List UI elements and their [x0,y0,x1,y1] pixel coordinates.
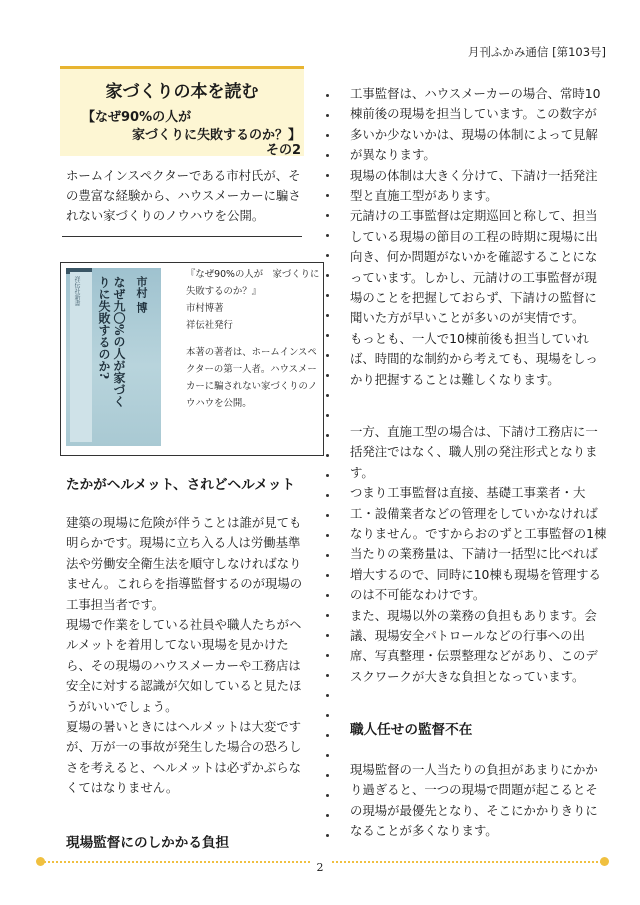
divider-dot [326,454,329,457]
divider-dot [326,474,329,477]
burden-section-body [350,84,608,390]
divider-dot [326,234,329,237]
paragraph: 夏場の暑いときにはヘルメットは大変ですが、万が一の事故が発生した場合の恐ろしさを考えると、ヘルメットは必ずかぶらなくてはなりません。 [66,719,302,796]
divider-dot [326,334,329,337]
divider-dot [326,774,329,777]
burden-section-body-continued [350,422,608,687]
book-info-publisher: 祥伝社発行 [186,320,233,331]
divider-dot [326,694,329,697]
divider-dot [326,594,329,597]
divider-dot [326,154,329,157]
feature-title-box [60,66,304,156]
divider-dot [326,534,329,537]
page-number-text: 2 [311,861,330,874]
divider-dot [326,494,329,497]
paragraph: 現場で作業をしている社員や職人たちがヘルメットを着用してない現場を見かけたら、その現場のハウスメーカーや工務店は安全に対する認識が欠如していると見たほうがいいでしょう。 [66,617,302,714]
page-number [0,861,640,874]
divider-dot [326,794,329,797]
divider-dot [326,734,329,737]
divider-dot [326,634,329,637]
divider-dot [326,814,329,817]
divider-dot [326,414,329,417]
divider-dot [326,674,329,677]
paragraph: 現場の体制は大きく分けて、下請け一括発注型と直施工型があります。 [350,167,598,204]
section-heading-supervisor-absent: 職人任せの監督不在 [350,722,473,738]
book-info-author: 市村博著 [186,303,224,314]
divider [62,236,302,237]
divider-dot [326,214,329,217]
divider-dot [326,834,329,837]
cover-author: 市村 博 [135,276,148,313]
paragraph: 元請けの工事監督は定期巡回と称して、担当している現場の節目の工程の時期に現場に出向き、何か問題がないかを確認することになっています。しかし、元請けの工事監督が現場のことを把握しておらず、下請けの監督に聞いた方が早いことが多いのが実情です。 [350,208,598,326]
intro-text: ホームインスペクターである市村氏が、その豊富な経験から、ハウスメーカーに騙されない家づくりのノウハウを公開。 [66,168,301,223]
publication-header: 月刊ふかみ通信 [第103号] [467,45,606,59]
paragraph: 工事監督は、ハウスメーカーの場合、常時10棟前後の現場を担当しています。この数字が多いか少ないかは、現場の体制によって見解が異なります。 [350,86,601,163]
book-title-line2: 家づくりに失敗するのか？】 [132,128,302,143]
divider-dot [326,714,329,717]
divider-dot [326,254,329,257]
divider-dot [326,754,329,757]
paragraph: 建築の現場に危険が伴うことは誰が見ても明らかです。現場に立ち入る人は労働基準法や労働安全衛生法を順守しなければなりません。これらを指導監督するのが現場の工事担当者です。 [66,515,303,612]
paragraph: もっとも、一人で10棟前後も担当していれば、時間的な制約から考えても、現場をしっかり把握することは難しくなります。 [350,330,598,387]
helmet-section-body [66,513,310,799]
divider-dot [326,354,329,357]
divider-dot [326,514,329,517]
part-label: その2 [266,143,302,158]
divider-dot [326,374,329,377]
cover-series: 祥伝社新書 [73,276,80,306]
cover-title: なぜ九〇%の人が家づくりに失敗するのか? [97,276,126,408]
divider-dot [326,314,329,317]
paragraph: つまり工事監督は直接、基礎工事業者・大工・設備業者などの管理をしていかなければなりません。ですからおのずと工事監督の1棟当たりの業務量は、下請け一括型に比べれば増大するので、同時に10棟も現場を管理するのは不可能なわけです。 [350,485,607,603]
book-title-line1: 【なぜ90%の人が [82,110,192,125]
section-heading-helmet: たかがヘルメット、されどヘルメット [66,477,296,493]
divider-dot [326,554,329,557]
book-info [186,266,320,412]
book-info-description: 本著の著者は、ホームインスペクターの第一人者。ハウスメーカーに騙されない家づくりのノウハウを公開。 [186,347,318,409]
divider-dot [326,94,329,97]
feature-heading: 家づくりの本を読む [105,82,259,102]
divider-dot [326,134,329,137]
paragraph: また、現場以外の業務の負担もあります。会議、現場安全パトロールなどの行事への出席、写真整理・伝票整理などがあり、このデスクワークが大きな負担となっています。 [350,607,598,684]
paragraph: 現場監督の一人当たりの負担があまりにかかり過ぎると、一つの現場で問題が起こるとその現場が最優先となり、そこにかかりきりになることが多くなります。 [350,762,598,839]
paragraph: 一方、直施工型の場合は、下請け工務店に一括発注ではなく、職人別の発注形式となります。 [350,424,598,480]
divider-dot [326,654,329,657]
divider-dot [326,434,329,437]
supervisor-absent-section-body [350,760,608,842]
divider-dot [326,394,329,397]
divider-dot [326,574,329,577]
book-info-title: 『なぜ90%の人が 家づくりに失敗するのか？』 [186,269,320,297]
divider-dot [326,614,329,617]
divider-dot [326,114,329,117]
divider-dot [326,294,329,297]
divider-dot [326,194,329,197]
book-cover-image [66,268,161,446]
section-heading-burden: 現場監督にのしかかる負担 [66,835,230,851]
divider-dot [326,274,329,277]
column-divider-dots [326,94,332,854]
divider-dot [326,174,329,177]
